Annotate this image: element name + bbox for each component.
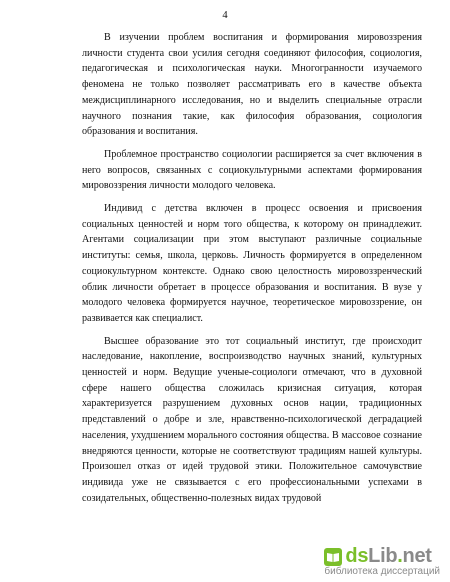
book-icon <box>324 548 342 566</box>
paragraph-4 <box>82 334 422 507</box>
watermark-logo: dsLib.net <box>345 545 432 567</box>
paragraph-1-text: В изучении проблем воспитания и формирования мировоззрения личности студента свои усилия сегодня соединяют философия, социология, педагогическая и психологическая науки. Многогранности изучаемого феномена не только позволяет рассматривать его в качестве объекта междисциплинарного исследования, но и выделить специальные отрасли научного познания такие, как философия образования, социология образования и воспитания. <box>82 32 422 138</box>
watermark-tagline: библиотека диссертаций <box>324 566 440 577</box>
paragraph-4-text: Высшее образование это тот социальный институт, где происходит наследование, накопление, воспроизводство научных знаний, культурных ценностей и норм. Ведущие ученые-социологи отмечают, что в духовной сфере нашего общества сложилась кризисная ситуация, которая характеризуется разрушением духовных основ нации, традиционных представлений о добре и зле, нравственно-психологической деградацией населения, ухудшением морального состояния общества. В массовое сознание внедряются ценности, которые не соответствуют традициям нашей культуры. Произошел отказ от идей трудовой этики. Положительное самочувствие индивида уже не связывается с его профессиональными успехами в созидательных, общественно-полезных видах трудовой <box>82 335 422 504</box>
dslib-watermark <box>324 545 440 577</box>
paragraph-1 <box>82 30 422 140</box>
paragraph-2 <box>82 147 422 194</box>
watermark-logo-row <box>324 545 440 568</box>
paragraph-3 <box>82 201 422 327</box>
paragraph-3-text: Индивид с детства включен в процесс освоения и присвоения социальных ценностей и норм того общества, к которому он принадлежит. Агентами социализации при этом выступают различные социальные институты: семья, школа, церковь. Личность формируется в определенном социокультурном контексте. Однако свою целостность мировоззренческий облик личности обретает в процессе образования и воспитания. В вузе у молодого человека формируется научное, теоретическое мировоззрение, он развивается как специалист. <box>82 203 422 324</box>
paragraph-2-text: Проблемное пространство социологии расширяется за счет включения в него вопросов, связанных с социокультурными аспектами формирования мировоззрения личности молодого человека. <box>82 148 422 192</box>
document-body <box>82 30 422 513</box>
page-number: 4 <box>222 10 228 21</box>
